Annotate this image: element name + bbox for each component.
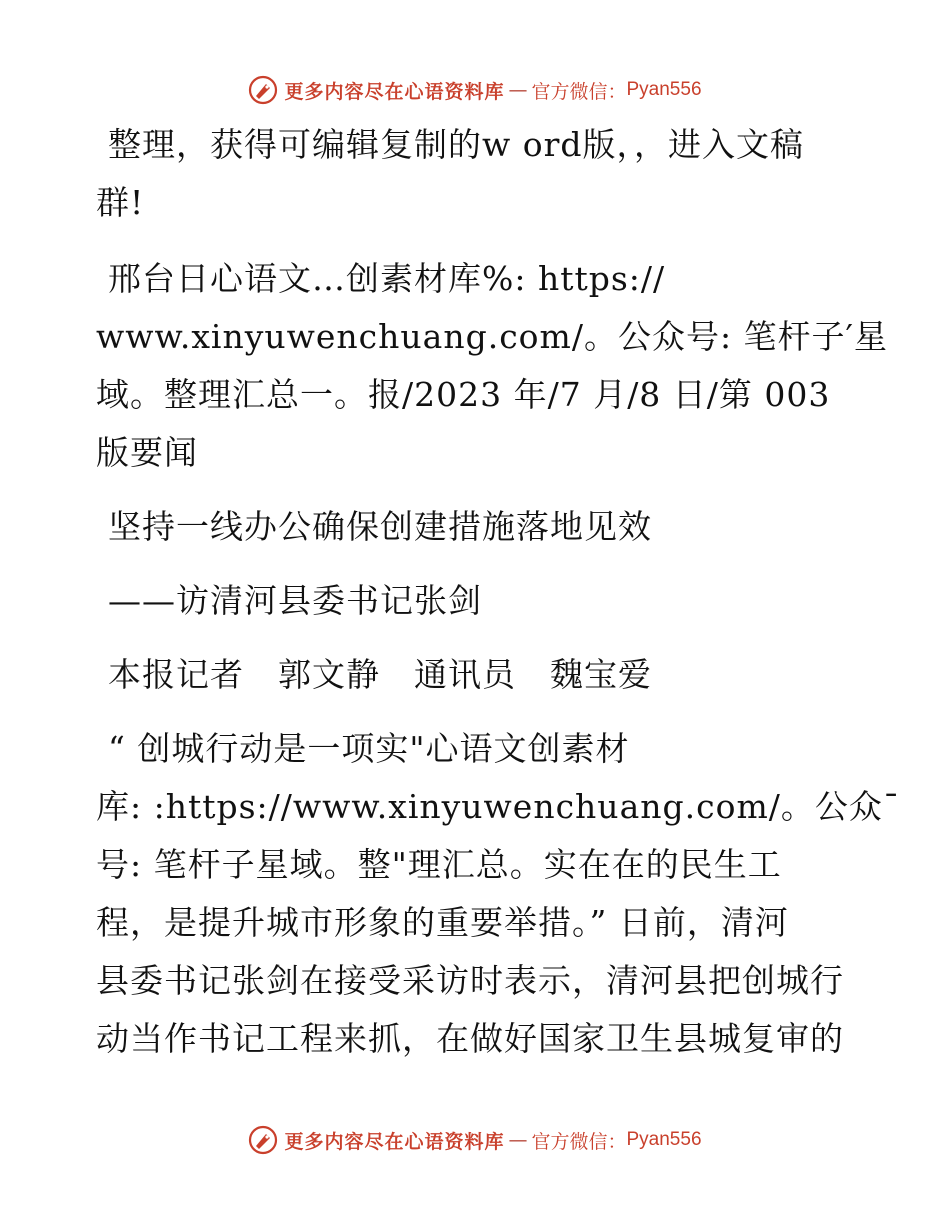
headline-text: 坚持一线办公确保创建措施落地见效 — [108, 507, 652, 546]
text-line: 库: :https://www.xinyuwenchuang.com/。公众¯ — [96, 787, 901, 826]
text-line: 群! — [96, 183, 145, 222]
text-line: 动当作书记工程来抓，在做好国家卫生县城复审的 — [96, 1019, 844, 1058]
text-line: 整理，获得可编辑复制的w ord版，，进入文稿 — [108, 125, 805, 164]
header-banner — [0, 70, 950, 110]
subheadline-text: ——访清河县委书记张剑 — [108, 581, 482, 620]
text-line: 版要闻 — [96, 433, 198, 472]
article-headline — [96, 498, 856, 556]
text-line: www.xinyuwenchuang.com/。公众号: 笔杆子′星 — [96, 317, 889, 356]
text-line: 县委书记张剑在接受采访时表示，清河县把创城行 — [96, 961, 844, 1000]
article-byline — [96, 646, 856, 704]
article-body-paragraph — [96, 720, 901, 1068]
banner-handle: Pyan556 — [626, 1129, 702, 1150]
banner-wechat-label: 官方微信： — [531, 1130, 627, 1153]
text-line: 邢台日心语文…创素材库%: https:// — [108, 259, 666, 298]
banner-main-text: 更多内容尽在心语资料库 — [284, 80, 505, 103]
text-line: 程，是提升城市形象的重要举措。” 日前，清河 — [96, 903, 789, 942]
pen-nib-logo-icon — [248, 75, 278, 105]
text-line: 域。整理汇总一。报/2023 年/7 月/8 日/第 003 — [96, 375, 831, 414]
text-line: “ 创城行动是一项实"心语文创素材 — [108, 729, 630, 768]
footer-banner — [0, 1120, 950, 1160]
pen-nib-logo-icon — [248, 1125, 278, 1155]
byline-text: 本报记者 郭文静 通讯员 魏宝爱 — [108, 655, 652, 694]
text-line: 号: 笔杆子星域。整"理汇总。实在在的民生工 — [96, 845, 782, 884]
source-paragraph — [96, 250, 889, 482]
banner-separator: — — [508, 1129, 528, 1151]
banner-handle: Pyan556 — [626, 79, 702, 100]
banner-wechat-label: 官方微信： — [531, 80, 627, 103]
banner-separator: — — [508, 79, 528, 101]
article-subheadline — [96, 572, 856, 630]
intro-paragraph — [96, 116, 856, 232]
banner-main-text: 更多内容尽在心语资料库 — [284, 1130, 505, 1153]
